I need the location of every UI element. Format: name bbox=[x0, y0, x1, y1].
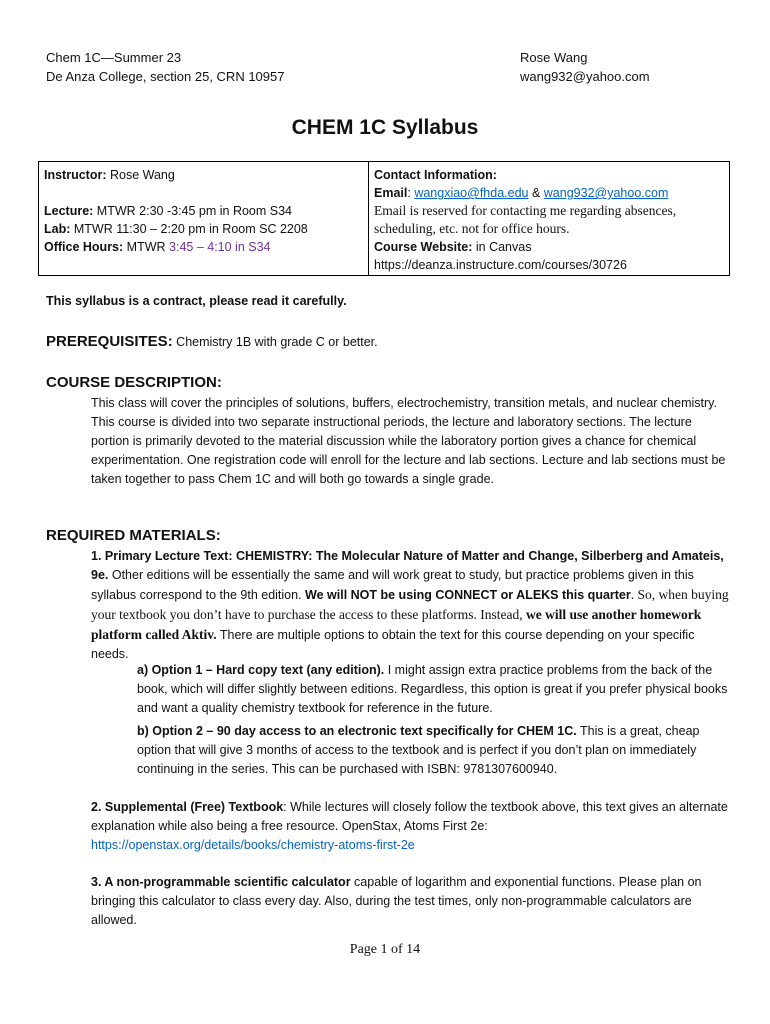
aktiv-note: we will use another homework platform called Aktiv. bbox=[91, 607, 702, 642]
calculator-item bbox=[91, 873, 731, 930]
options-intro: There are multiple options to obtain the text for this course depending on your specific needs. bbox=[91, 628, 695, 661]
lab-row bbox=[44, 220, 363, 238]
option-a-title: a) Option 1 – Hard copy text (any edition). bbox=[137, 663, 385, 677]
calculator-desc: capable of logarithm and exponential functions. Please plan on bringing this calculator to class every day. Also, during the test times, only non-programmable calculators are allowed. bbox=[91, 875, 702, 927]
no-connect-note: We will NOT be using CONNECT or ALEKS this quarter bbox=[305, 588, 631, 602]
instructor-value: Rose Wang bbox=[106, 168, 175, 182]
instructor-email: wang932@yahoo.com bbox=[520, 69, 650, 84]
office-hours-value: 3:45 – 4:10 in S34 bbox=[169, 240, 271, 254]
instructor-row bbox=[44, 166, 363, 184]
email-row bbox=[374, 184, 724, 202]
option-b-title: b) Option 2 – 90 day access to an electronic text specifically for CHEM 1C. bbox=[137, 724, 577, 738]
website-value: in Canvas bbox=[472, 240, 532, 254]
course-description-text: This class will cover the principles of solutions, buffers, electrochemistry, transition metals, and nuclear chemistry. This course is divided into two separate instructional periods, the lecture and laboratory sections. The lecture portion is primarily devoted to the material discussion while the laboratory portion gives a chance for chemical experimentation. One registration code will enroll for the lecture and lab sections. Lecture and lab sections must be taken together to pass Chem 1C and will both go towards a single grade. bbox=[91, 396, 726, 486]
openstax-link[interactable]: https://openstax.org/details/books/chemistry-atoms-first-2e bbox=[91, 838, 415, 852]
office-hours-days: MTWR bbox=[123, 240, 170, 254]
email-link-fhda[interactable]: wangxiao@fhda.edu bbox=[414, 186, 529, 200]
required-materials-heading: REQUIRED MATERIALS: bbox=[46, 527, 221, 544]
instructor-name: Rose Wang bbox=[520, 50, 588, 65]
email-sep: : bbox=[407, 186, 415, 200]
option-b-text: This is a great, cheap option that will give 3 months of access to the textbook and is perfect if you don’t plan on immediately continuing in the series. This can be purchased with ISBN: 9781307600940. bbox=[137, 724, 700, 776]
contact-label: Contact Information: bbox=[374, 168, 497, 182]
lecture-value: MTWR 2:30 -3:45 pm in Room S34 bbox=[93, 204, 293, 218]
website-label: Course Website: bbox=[374, 240, 473, 254]
lecture-row bbox=[44, 202, 363, 220]
instructor-header bbox=[520, 48, 650, 86]
primary-text-title: 1. Primary Lecture Text: CHEMISTRY: The Molecular Nature of Matter and Change, Silberberg and Amateis, 9e. bbox=[91, 549, 724, 582]
contract-note: This syllabus is a contract, please read it carefully. bbox=[46, 294, 347, 308]
contact-cell bbox=[369, 162, 729, 275]
supplemental-text-desc: : While lectures will closely follow the textbook above, this text gives an alternate explanation while also being a free resource. OpenStax, Atoms First 2e: bbox=[91, 800, 728, 833]
primary-text-item bbox=[91, 547, 731, 664]
email-label: Email bbox=[374, 186, 408, 200]
email-amp: & bbox=[528, 186, 544, 200]
supplemental-text-item bbox=[91, 798, 731, 855]
lab-label: Lab: bbox=[44, 222, 71, 236]
option-a-text: I might assign extra practice problems from the back of the book, which will differ slightly between editions. Regardless, this option is great if you prefer physical books and want a quality chemistry textbook for reference in the future. bbox=[137, 663, 728, 715]
page-title: CHEM 1C Syllabus bbox=[291, 116, 479, 139]
website-row bbox=[374, 238, 724, 256]
option-a bbox=[137, 661, 731, 718]
office-hours-row bbox=[44, 238, 363, 256]
access-note: . So, when buying your textbook you don’t have to purchase the access to these platforms. Instead, bbox=[91, 587, 729, 622]
office-hours-label: Office Hours: bbox=[44, 240, 124, 254]
course-line: Chem 1C—Summer 23 bbox=[46, 50, 182, 65]
instructor-label: Instructor: bbox=[44, 168, 107, 182]
lecture-label: Lecture: bbox=[44, 204, 94, 218]
lab-value: MTWR 11:30 – 2:20 pm in Room SC 2208 bbox=[70, 222, 308, 236]
website-url: https://deanza.instructure.com/courses/30726 bbox=[374, 258, 627, 272]
calculator-title: 3. A non-programmable scientific calculator bbox=[91, 875, 351, 889]
prerequisites bbox=[46, 333, 378, 350]
email-link-yahoo[interactable]: wang932@yahoo.com bbox=[543, 186, 669, 200]
supplemental-text-title: 2. Supplemental (Free) Textbook bbox=[91, 800, 284, 814]
info-table bbox=[38, 161, 730, 276]
prerequisites-heading: PREREQUISITES: bbox=[46, 333, 173, 350]
instructor-cell bbox=[39, 162, 369, 275]
option-b bbox=[137, 722, 731, 779]
college-line: De Anza College, section 25, CRN 10957 bbox=[46, 69, 285, 84]
page-number: Page 1 of 14 bbox=[349, 942, 421, 957]
primary-text-desc: Other editions will be essentially the same and will work great to study, but practice problems given in this syllabus correspond to the 9th edition. bbox=[91, 568, 694, 602]
email-note: Email is reserved for contacting me regarding absences, scheduling, etc. not for office hours. bbox=[374, 203, 677, 236]
prerequisites-text: Chemistry 1B with grade C or better. bbox=[172, 335, 378, 349]
course-description-heading: COURSE DESCRIPTION: bbox=[46, 374, 222, 391]
course-header bbox=[46, 48, 284, 86]
